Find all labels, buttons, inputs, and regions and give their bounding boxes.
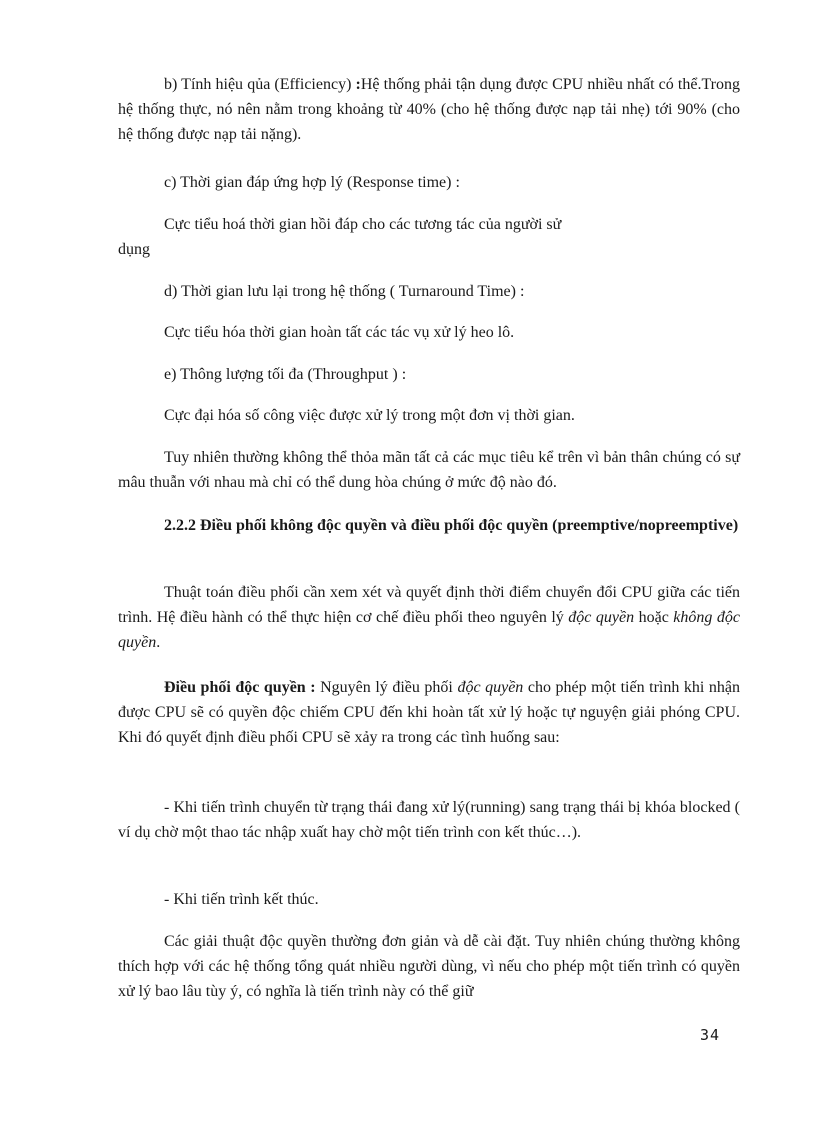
bullet-process-ends: - Khi tiến trình kết thúc. xyxy=(164,891,319,908)
exclusive-italic: độc quyền xyxy=(457,679,524,696)
throughput-desc: Cực đại hóa số công việc được xử lý trong một đơn vị thời gian. xyxy=(164,407,575,424)
intro-end: . xyxy=(156,634,161,651)
section-heading: 2.2.2 Điều phối không độc quyền và điều phối độc quyền (preemptive/nopreemptive) xyxy=(164,517,739,534)
intro-italic-exclusive: độc quyền xyxy=(568,609,635,626)
efficiency-colon: : xyxy=(355,76,361,93)
exclusive-text2: cho phép một tiến trình khi nhận được CPU sẽ có quyền độc chiếm CPU đến khi hoàn tất xử lý hoặc tự nguyện giải phóng CPU. Khi đó quyết định điều phối CPU sẽ xảy ra trong các tình huống sau: xyxy=(118,679,741,746)
exclusive-text1: Nguyên lý điều phối xyxy=(315,679,458,696)
paragraph-throughput: e) Thông lượng tối đa (Throughput ) : xyxy=(164,366,407,383)
exclusive-term: Điều phối độc quyền : xyxy=(164,679,316,696)
efficiency-lead: b) Tính hiệu qủa (Efficiency) xyxy=(164,76,356,93)
paragraph-exclusive xyxy=(118,675,740,750)
response-time-desc-line1: Cực tiểu hoá thời gian hồi đáp cho các tương tác của người sử xyxy=(164,216,562,233)
bullet-running-to-blocked: - Khi tiến trình chuyển từ trạng thái đang xử lý(running) sang trạng thái bị khóa blocked ( ví dụ chờ một thao tác nhập xuất hay chờ một tiến trình con kết thúc…). xyxy=(118,799,740,841)
turnaround-desc: Cực tiểu hóa thời gian hoàn tất các tác vụ xử lý heo lô. xyxy=(164,324,515,341)
efficiency-text: Hệ thống phải tận dụng được CPU nhiều nhất có thể.Trong hệ thống thực, nó nên nằm trong khoảng từ 40% (cho hệ thống được nạp tải nhẹ) tới 90% (cho hệ thống được nạp tải nặng). xyxy=(118,76,740,143)
intro-mid: hoặc xyxy=(634,609,674,626)
paragraph-exclusive-algorithms: Các giải thuật độc quyền thường đơn giản và dễ cài đặt. Tuy nhiên chúng thường không thích hợp với các hệ thống tổng quát nhiều người dùng, vì nếu cho phép một tiến trình có quyền xử lý bao lâu tùy ý, có nghĩa là tiến trình này có thể giữ xyxy=(118,933,740,1000)
paragraph-however: Tuy nhiên thường không thể thỏa mãn tất cả các mục tiêu kể trên vì bản thân chúng có sự mâu thuẫn với nhau mà chỉ có thể dung hòa chúng ở mức độ nào đó. xyxy=(118,449,740,491)
intro-text: Thuật toán điều phối cần xem xét và quyết định thời điểm chuyển đổi CPU giữa các tiến trình. Hệ điều hành có thể thực hiện cơ chế điều phối theo nguyên lý xyxy=(118,584,740,626)
page-number: 34 xyxy=(700,1026,721,1044)
response-time-desc-line2: dụng xyxy=(118,241,150,258)
paragraph-efficiency xyxy=(118,72,740,147)
paragraph-intro xyxy=(118,580,740,655)
intro-italic-nonexclusive: không độc quyền xyxy=(118,609,740,651)
paragraph-turnaround: d) Thời gian lưu lại trong hệ thống ( Turnaround Time) : xyxy=(164,283,525,300)
paragraph-response-time: c) Thời gian đáp ứng hợp lý (Response time) : xyxy=(164,174,460,191)
